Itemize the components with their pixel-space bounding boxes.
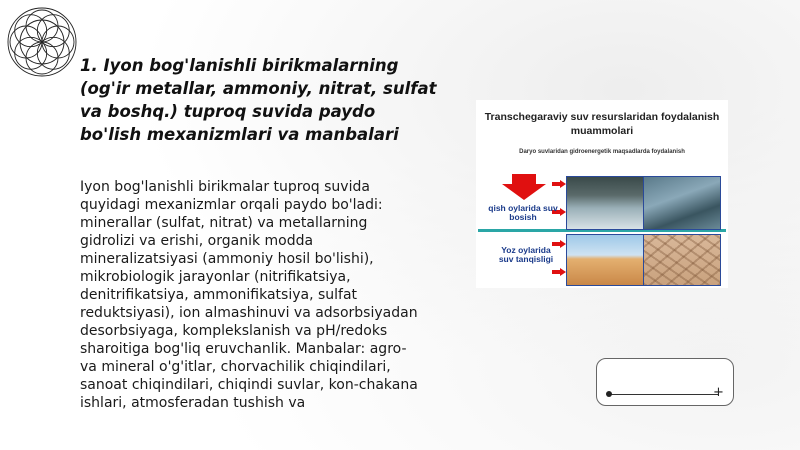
transboundary-water-figure xyxy=(476,100,728,288)
figure-subtitle: Daryo suvlaridan gidroenergetik maqsadlarda foydalanish xyxy=(519,149,685,155)
photo-flooded-riverbank xyxy=(566,176,644,230)
figure-label-winter-flooding: qish oylarida suv bosish xyxy=(488,203,558,222)
geometric-circle-logo-icon xyxy=(2,2,82,82)
figure-label-summer-shortage: Yoz oylarida suv tanqisligi xyxy=(498,245,554,264)
red-right-arrow-icon xyxy=(552,180,566,188)
media-control-box[interactable] xyxy=(596,358,734,406)
figure-title: Transchegaraviy suv resurslaridan foydalanish muammolari xyxy=(484,111,720,137)
red-down-arrow-icon xyxy=(502,174,546,200)
photo-flood-water xyxy=(643,176,721,230)
photo-cracked-earth xyxy=(643,234,721,286)
dot-icon[interactable] xyxy=(606,391,612,397)
red-right-arrow-icon xyxy=(552,268,566,276)
slide-title: 1. Iyon bog'lanishli birikmalarning (og'ir metallar, ammoniy, nitrat, sulfat va boshq.) tuproq suvida paydo bo'lish mexanizmlari va manbalari xyxy=(80,56,437,144)
photo-dry-field xyxy=(566,234,644,286)
plus-icon[interactable]: + xyxy=(713,385,724,400)
control-slider-track[interactable] xyxy=(609,394,719,395)
slide-body-text: Iyon bog'lanishli birikmalar tuproq suvida quyidagi mexanizmlar orqali paydo bo'ladi: minerallar (sulfat, nitrat) va metallarning gidrolizi va erishi, organik modda mineralizatsiyasi (ammoniy hosil bo'lishi), mikrobiologik jarayonlar (nitrifikatsiya, denitrifikatsiya, ammonifikatsiya, sulfat reduktsiyasi), ion almashinuvi va adsorbsiyadan desorbsiyaga, komplekslanish va pH/redoks sharoitiga bog'liq eruvchanlik. Manbalar: agro- va mineral o'g'itlar, chorvachilik chiqindilari, sanoat chiqindilari, chiqindi suvlar, kon-chakana ishlari, atmosferadan tushish va xyxy=(80,179,418,411)
